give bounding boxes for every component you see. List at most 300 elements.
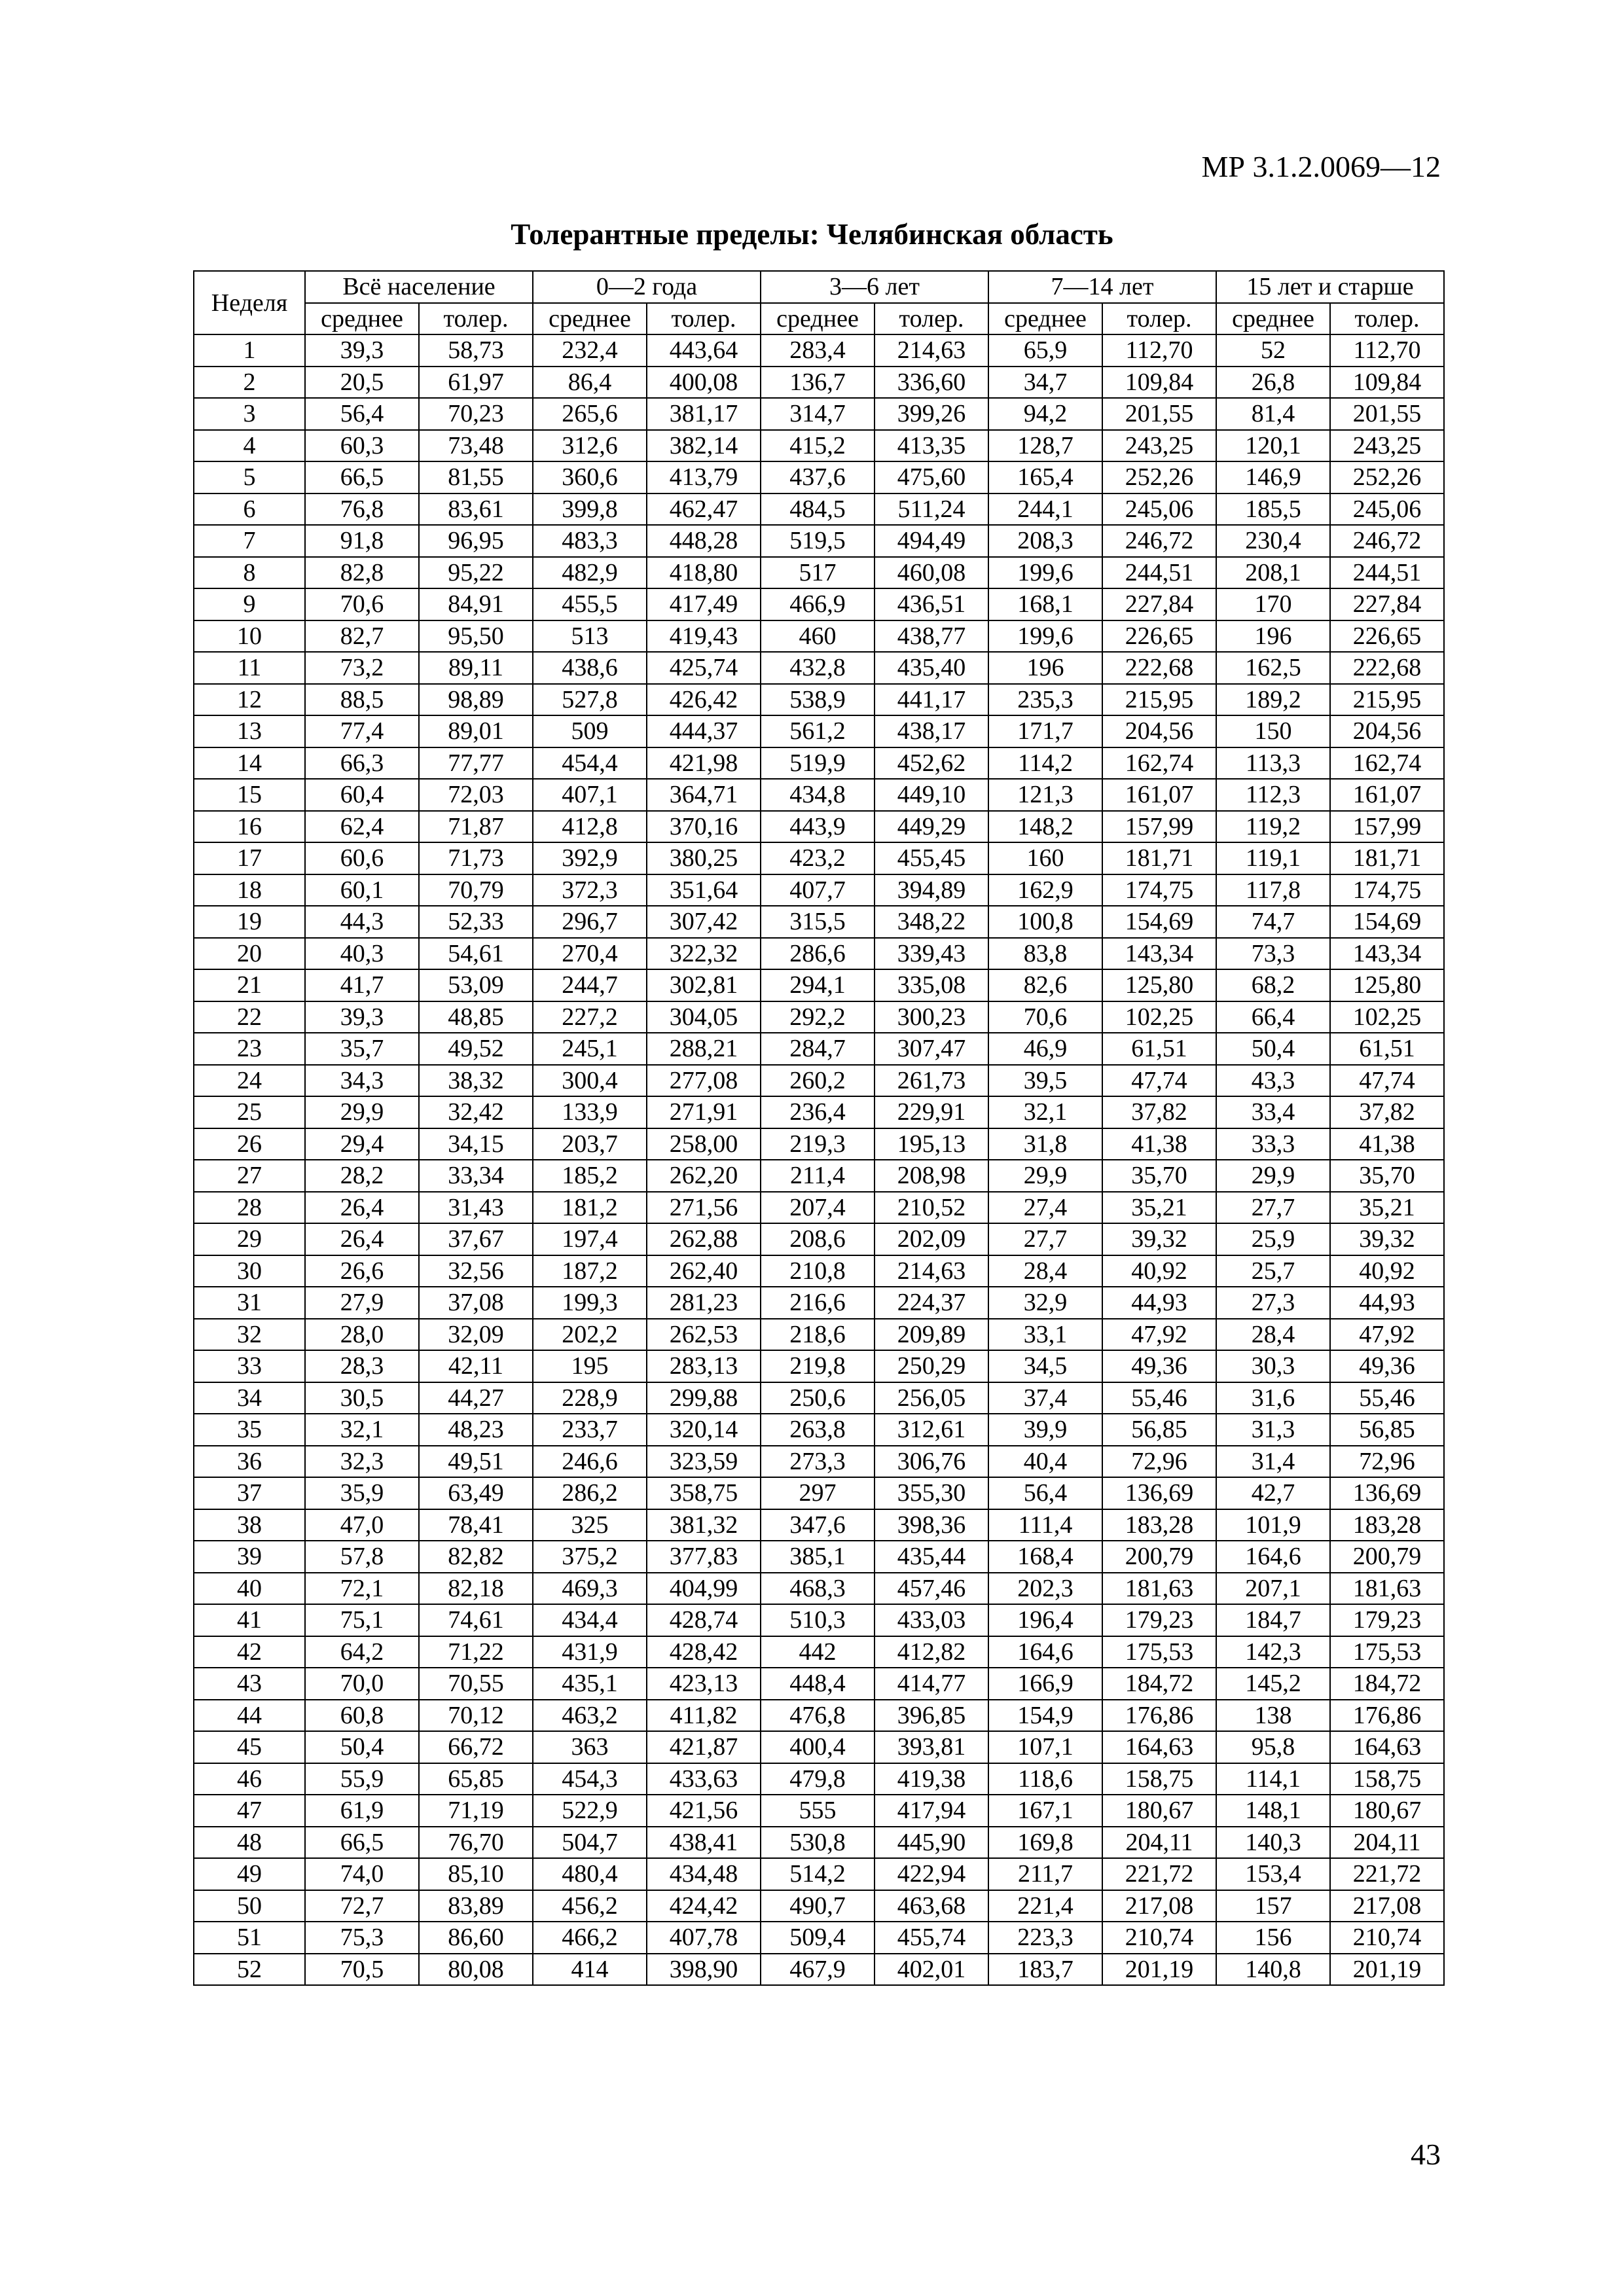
- value-cell: 37,4: [988, 1382, 1102, 1414]
- value-cell: 109,84: [1330, 367, 1444, 399]
- value-cell: 233,7: [533, 1414, 647, 1446]
- value-cell: 419,38: [875, 1763, 988, 1795]
- value-cell: 91,8: [305, 525, 419, 557]
- value-cell: 431,9: [533, 1636, 647, 1668]
- value-cell: 109,84: [1102, 367, 1216, 399]
- value-cell: 166,9: [988, 1668, 1102, 1700]
- table-row: [194, 1922, 1444, 1954]
- value-cell: 441,17: [875, 684, 988, 716]
- value-cell: 463,2: [533, 1700, 647, 1732]
- value-cell: 32,1: [305, 1414, 419, 1446]
- value-cell: 55,9: [305, 1763, 419, 1795]
- week-cell: 46: [194, 1763, 305, 1795]
- value-cell: 413,35: [875, 430, 988, 462]
- table-row: [194, 1033, 1444, 1065]
- value-cell: 204,56: [1102, 715, 1216, 747]
- value-cell: 31,6: [1216, 1382, 1330, 1414]
- value-cell: 82,18: [419, 1573, 533, 1605]
- value-cell: 71,22: [419, 1636, 533, 1668]
- value-cell: 204,11: [1102, 1827, 1216, 1859]
- value-cell: 216,6: [761, 1287, 875, 1319]
- week-cell: 48: [194, 1827, 305, 1859]
- value-cell: 315,5: [761, 906, 875, 938]
- week-cell: 32: [194, 1319, 305, 1351]
- value-cell: 148,1: [1216, 1795, 1330, 1827]
- value-cell: 271,56: [647, 1192, 761, 1224]
- subheader-mean: среднее: [533, 303, 647, 335]
- value-cell: 435,1: [533, 1668, 647, 1700]
- value-cell: 348,22: [875, 906, 988, 938]
- group-header-15-plus: 15 лет и старше: [1216, 271, 1444, 303]
- value-cell: 128,7: [988, 430, 1102, 462]
- value-cell: 438,41: [647, 1827, 761, 1859]
- value-cell: 157: [1216, 1890, 1330, 1922]
- value-cell: 31,3: [1216, 1414, 1330, 1446]
- value-cell: 210,74: [1330, 1922, 1444, 1954]
- value-cell: 229,91: [875, 1096, 988, 1128]
- table-row: [194, 906, 1444, 938]
- value-cell: 176,86: [1102, 1700, 1216, 1732]
- table-row: [194, 1668, 1444, 1700]
- week-cell: 16: [194, 811, 305, 843]
- value-cell: 52,33: [419, 906, 533, 938]
- value-cell: 70,79: [419, 874, 533, 906]
- value-cell: 381,17: [647, 398, 761, 430]
- value-cell: 28,4: [1216, 1319, 1330, 1351]
- table-row: [194, 1160, 1444, 1192]
- value-cell: 250,29: [875, 1350, 988, 1382]
- value-cell: 400,08: [647, 367, 761, 399]
- value-cell: 199,6: [988, 557, 1102, 589]
- value-cell: 64,2: [305, 1636, 419, 1668]
- value-cell: 175,53: [1102, 1636, 1216, 1668]
- value-cell: 286,6: [761, 938, 875, 970]
- week-cell: 35: [194, 1414, 305, 1446]
- value-cell: 168,1: [988, 588, 1102, 620]
- value-cell: 302,81: [647, 969, 761, 1001]
- value-cell: 197,4: [533, 1223, 647, 1255]
- value-cell: 70,23: [419, 398, 533, 430]
- value-cell: 217,08: [1330, 1890, 1444, 1922]
- value-cell: 162,74: [1102, 747, 1216, 780]
- value-cell: 50,4: [305, 1731, 419, 1763]
- value-cell: 31,8: [988, 1128, 1102, 1160]
- value-cell: 76,70: [419, 1827, 533, 1859]
- value-cell: 380,25: [647, 842, 761, 874]
- value-cell: 136,69: [1330, 1477, 1444, 1509]
- value-cell: 26,6: [305, 1255, 419, 1287]
- value-cell: 462,47: [647, 493, 761, 526]
- value-cell: 195,13: [875, 1128, 988, 1160]
- week-header: Неделя: [194, 271, 305, 334]
- value-cell: 154,9: [988, 1700, 1102, 1732]
- value-cell: 184,7: [1216, 1604, 1330, 1636]
- subheader-mean: среднее: [305, 303, 419, 335]
- value-cell: 283,4: [761, 334, 875, 367]
- value-cell: 214,63: [875, 334, 988, 367]
- week-cell: 27: [194, 1160, 305, 1192]
- page-number: 43: [1411, 2138, 1441, 2171]
- table-row: [194, 461, 1444, 493]
- value-cell: 72,1: [305, 1573, 419, 1605]
- value-cell: 466,2: [533, 1922, 647, 1954]
- value-cell: 227,84: [1102, 588, 1216, 620]
- value-cell: 49,51: [419, 1446, 533, 1478]
- table-row: [194, 1446, 1444, 1478]
- value-cell: 228,9: [533, 1382, 647, 1414]
- value-cell: 433,63: [647, 1763, 761, 1795]
- value-cell: 445,90: [875, 1827, 988, 1859]
- table-row: [194, 1255, 1444, 1287]
- table-row: [194, 588, 1444, 620]
- value-cell: 300,4: [533, 1065, 647, 1097]
- value-cell: 72,03: [419, 779, 533, 811]
- value-cell: 32,09: [419, 1319, 533, 1351]
- value-cell: 494,49: [875, 525, 988, 557]
- value-cell: 171,7: [988, 715, 1102, 747]
- value-cell: 184,72: [1102, 1668, 1216, 1700]
- value-cell: 83,8: [988, 938, 1102, 970]
- week-cell: 22: [194, 1001, 305, 1033]
- week-cell: 3: [194, 398, 305, 430]
- value-cell: 71,87: [419, 811, 533, 843]
- tolerance-table: [193, 270, 1445, 1986]
- value-cell: 71,19: [419, 1795, 533, 1827]
- week-cell: 47: [194, 1795, 305, 1827]
- value-cell: 112,3: [1216, 779, 1330, 811]
- document-code: МР 3.1.2.0069—12: [1201, 150, 1441, 183]
- value-cell: 438,6: [533, 652, 647, 684]
- value-cell: 60,1: [305, 874, 419, 906]
- value-cell: 292,2: [761, 1001, 875, 1033]
- value-cell: 34,3: [305, 1065, 419, 1097]
- value-cell: 40,92: [1102, 1255, 1216, 1287]
- value-cell: 304,05: [647, 1001, 761, 1033]
- table-row: [194, 1319, 1444, 1351]
- value-cell: 438,77: [875, 620, 988, 653]
- value-cell: 226,65: [1330, 620, 1444, 653]
- value-cell: 424,42: [647, 1890, 761, 1922]
- value-cell: 226,65: [1102, 620, 1216, 653]
- value-cell: 41,7: [305, 969, 419, 1001]
- value-cell: 467,9: [761, 1954, 875, 1986]
- value-cell: 363: [533, 1731, 647, 1763]
- value-cell: 210,52: [875, 1192, 988, 1224]
- value-cell: 37,08: [419, 1287, 533, 1319]
- value-cell: 112,70: [1102, 334, 1216, 367]
- value-cell: 72,96: [1330, 1446, 1444, 1478]
- value-cell: 120,1: [1216, 430, 1330, 462]
- value-cell: 201,19: [1330, 1954, 1444, 1986]
- value-cell: 164,63: [1330, 1731, 1444, 1763]
- value-cell: 210,8: [761, 1255, 875, 1287]
- value-cell: 211,7: [988, 1858, 1102, 1890]
- value-cell: 294,1: [761, 969, 875, 1001]
- group-header-0-2: 0—2 года: [533, 271, 761, 303]
- value-cell: 82,8: [305, 557, 419, 589]
- value-cell: 20,5: [305, 367, 419, 399]
- value-cell: 29,4: [305, 1128, 419, 1160]
- value-cell: 322,32: [647, 938, 761, 970]
- value-cell: 312,6: [533, 430, 647, 462]
- table-row: [194, 1065, 1444, 1097]
- value-cell: 200,79: [1102, 1541, 1216, 1573]
- value-cell: 407,78: [647, 1922, 761, 1954]
- week-cell: 42: [194, 1636, 305, 1668]
- value-cell: 323,59: [647, 1446, 761, 1478]
- value-cell: 73,3: [1216, 938, 1330, 970]
- value-cell: 102,25: [1102, 1001, 1216, 1033]
- value-cell: 219,8: [761, 1350, 875, 1382]
- value-cell: 219,3: [761, 1128, 875, 1160]
- value-cell: 66,5: [305, 1827, 419, 1859]
- week-cell: 38: [194, 1509, 305, 1541]
- value-cell: 339,43: [875, 938, 988, 970]
- week-cell: 14: [194, 747, 305, 780]
- value-cell: 66,72: [419, 1731, 533, 1763]
- value-cell: 452,62: [875, 747, 988, 780]
- value-cell: 236,4: [761, 1096, 875, 1128]
- value-cell: 47,74: [1330, 1065, 1444, 1097]
- value-cell: 119,1: [1216, 842, 1330, 874]
- value-cell: 299,88: [647, 1382, 761, 1414]
- value-cell: 215,95: [1102, 684, 1216, 716]
- table-row: [194, 1096, 1444, 1128]
- value-cell: 288,21: [647, 1033, 761, 1065]
- value-cell: 61,51: [1330, 1033, 1444, 1065]
- value-cell: 34,7: [988, 367, 1102, 399]
- value-cell: 200,79: [1330, 1541, 1444, 1573]
- week-cell: 20: [194, 938, 305, 970]
- subheader-mean: среднее: [988, 303, 1102, 335]
- week-cell: 31: [194, 1287, 305, 1319]
- value-cell: 35,9: [305, 1477, 419, 1509]
- value-cell: 76,8: [305, 493, 419, 526]
- value-cell: 448,28: [647, 525, 761, 557]
- value-cell: 70,55: [419, 1668, 533, 1700]
- value-cell: 555: [761, 1795, 875, 1827]
- week-cell: 26: [194, 1128, 305, 1160]
- value-cell: 58,73: [419, 334, 533, 367]
- value-cell: 158,75: [1102, 1763, 1216, 1795]
- table-row: [194, 684, 1444, 716]
- value-cell: 29,9: [305, 1096, 419, 1128]
- value-cell: 146,9: [1216, 461, 1330, 493]
- value-cell: 74,0: [305, 1858, 419, 1890]
- value-cell: 297: [761, 1477, 875, 1509]
- value-cell: 35,21: [1102, 1192, 1216, 1224]
- table-row: [194, 811, 1444, 843]
- value-cell: 199,3: [533, 1287, 647, 1319]
- week-cell: 45: [194, 1731, 305, 1763]
- value-cell: 455,74: [875, 1922, 988, 1954]
- value-cell: 412,8: [533, 811, 647, 843]
- value-cell: 454,3: [533, 1763, 647, 1795]
- value-cell: 46,9: [988, 1033, 1102, 1065]
- value-cell: 27,9: [305, 1287, 419, 1319]
- value-cell: 223,3: [988, 1922, 1102, 1954]
- value-cell: 448,4: [761, 1668, 875, 1700]
- value-cell: 273,3: [761, 1446, 875, 1478]
- group-header-all: Всё население: [305, 271, 533, 303]
- table-row: [194, 493, 1444, 526]
- value-cell: 162,9: [988, 874, 1102, 906]
- value-cell: 47,92: [1330, 1319, 1444, 1351]
- value-cell: 421,87: [647, 1731, 761, 1763]
- value-cell: 414,77: [875, 1668, 988, 1700]
- subheader-tolerance: толер.: [1102, 303, 1216, 335]
- table-row: [194, 1573, 1444, 1605]
- value-cell: 204,11: [1330, 1827, 1444, 1859]
- value-cell: 85,10: [419, 1858, 533, 1890]
- value-cell: 513: [533, 620, 647, 653]
- page-title: Толерантные пределы: Челябинская область: [511, 218, 1113, 251]
- value-cell: 29,9: [988, 1160, 1102, 1192]
- value-cell: 222,68: [1102, 652, 1216, 684]
- value-cell: 207,1: [1216, 1573, 1330, 1605]
- value-cell: 117,8: [1216, 874, 1330, 906]
- value-cell: 34,15: [419, 1128, 533, 1160]
- value-cell: 65,85: [419, 1763, 533, 1795]
- value-cell: 245,1: [533, 1033, 647, 1065]
- value-cell: 174,75: [1330, 874, 1444, 906]
- value-cell: 28,3: [305, 1350, 419, 1382]
- value-cell: 246,72: [1102, 525, 1216, 557]
- value-cell: 49,52: [419, 1033, 533, 1065]
- value-cell: 399,26: [875, 398, 988, 430]
- value-cell: 443,9: [761, 811, 875, 843]
- value-cell: 32,1: [988, 1096, 1102, 1128]
- value-cell: 262,40: [647, 1255, 761, 1287]
- value-cell: 44,3: [305, 906, 419, 938]
- table-row: [194, 715, 1444, 747]
- value-cell: 89,01: [419, 715, 533, 747]
- table-row: [194, 1604, 1444, 1636]
- table-row: [194, 1636, 1444, 1668]
- value-cell: 256,05: [875, 1382, 988, 1414]
- value-cell: 195: [533, 1350, 647, 1382]
- value-cell: 54,61: [419, 938, 533, 970]
- value-cell: 42,7: [1216, 1477, 1330, 1509]
- value-cell: 204,56: [1330, 715, 1444, 747]
- value-cell: 417,94: [875, 1795, 988, 1827]
- table-row: [194, 1731, 1444, 1763]
- value-cell: 201,55: [1330, 398, 1444, 430]
- value-cell: 180,67: [1330, 1795, 1444, 1827]
- value-cell: 42,11: [419, 1350, 533, 1382]
- week-cell: 12: [194, 684, 305, 716]
- table-row: [194, 620, 1444, 653]
- value-cell: 394,89: [875, 874, 988, 906]
- group-header-3-6: 3—6 лет: [761, 271, 988, 303]
- value-cell: 44,93: [1330, 1287, 1444, 1319]
- value-cell: 479,8: [761, 1763, 875, 1795]
- value-cell: 161,07: [1102, 779, 1216, 811]
- value-cell: 133,9: [533, 1096, 647, 1128]
- subheader-tolerance: толер.: [419, 303, 533, 335]
- week-cell: 30: [194, 1255, 305, 1287]
- value-cell: 320,14: [647, 1414, 761, 1446]
- value-cell: 504,7: [533, 1827, 647, 1859]
- table-row: [194, 1128, 1444, 1160]
- value-cell: 221,72: [1102, 1858, 1216, 1890]
- value-cell: 208,1: [1216, 557, 1330, 589]
- value-cell: 262,53: [647, 1319, 761, 1351]
- value-cell: 60,4: [305, 779, 419, 811]
- value-cell: 26,4: [305, 1192, 419, 1224]
- value-cell: 442: [761, 1636, 875, 1668]
- value-cell: 423,13: [647, 1668, 761, 1700]
- value-cell: 449,10: [875, 779, 988, 811]
- value-cell: 167,1: [988, 1795, 1102, 1827]
- table-body: [194, 334, 1444, 1985]
- value-cell: 81,55: [419, 461, 533, 493]
- table-row: [194, 969, 1444, 1001]
- value-cell: 142,3: [1216, 1636, 1330, 1668]
- value-cell: 358,75: [647, 1477, 761, 1509]
- value-cell: 156: [1216, 1922, 1330, 1954]
- value-cell: 407,1: [533, 779, 647, 811]
- header-row-sub: [194, 303, 1444, 335]
- value-cell: 382,14: [647, 430, 761, 462]
- table-row: [194, 747, 1444, 780]
- value-cell: 160: [988, 842, 1102, 874]
- value-cell: 351,64: [647, 874, 761, 906]
- value-cell: 158,75: [1330, 1763, 1444, 1795]
- value-cell: 181,63: [1102, 1573, 1216, 1605]
- value-cell: 61,9: [305, 1795, 419, 1827]
- value-cell: 74,7: [1216, 906, 1330, 938]
- value-cell: 75,3: [305, 1922, 419, 1954]
- value-cell: 209,89: [875, 1319, 988, 1351]
- value-cell: 100,8: [988, 906, 1102, 938]
- value-cell: 165,4: [988, 461, 1102, 493]
- value-cell: 39,32: [1330, 1223, 1444, 1255]
- value-cell: 196,4: [988, 1604, 1102, 1636]
- value-cell: 56,85: [1102, 1414, 1216, 1446]
- value-cell: 449,29: [875, 811, 988, 843]
- value-cell: 426,42: [647, 684, 761, 716]
- value-cell: 433,03: [875, 1604, 988, 1636]
- value-cell: 434,48: [647, 1858, 761, 1890]
- value-cell: 509: [533, 715, 647, 747]
- value-cell: 428,74: [647, 1604, 761, 1636]
- value-cell: 222,68: [1330, 652, 1444, 684]
- value-cell: 66,4: [1216, 1001, 1330, 1033]
- value-cell: 28,2: [305, 1160, 419, 1192]
- week-cell: 10: [194, 620, 305, 653]
- value-cell: 118,6: [988, 1763, 1102, 1795]
- week-cell: 19: [194, 906, 305, 938]
- value-cell: 140,8: [1216, 1954, 1330, 1986]
- value-cell: 38,32: [419, 1065, 533, 1097]
- value-cell: 538,9: [761, 684, 875, 716]
- week-cell: 50: [194, 1890, 305, 1922]
- value-cell: 460: [761, 620, 875, 653]
- value-cell: 421,98: [647, 747, 761, 780]
- value-cell: 244,51: [1330, 557, 1444, 589]
- value-cell: 437,6: [761, 461, 875, 493]
- value-cell: 35,21: [1330, 1192, 1444, 1224]
- value-cell: 454,4: [533, 747, 647, 780]
- table-row: [194, 1795, 1444, 1827]
- value-cell: 483,3: [533, 525, 647, 557]
- value-cell: 33,34: [419, 1160, 533, 1192]
- table-row: [194, 1700, 1444, 1732]
- value-cell: 218,6: [761, 1319, 875, 1351]
- value-cell: 101,9: [1216, 1509, 1330, 1541]
- value-cell: 70,12: [419, 1700, 533, 1732]
